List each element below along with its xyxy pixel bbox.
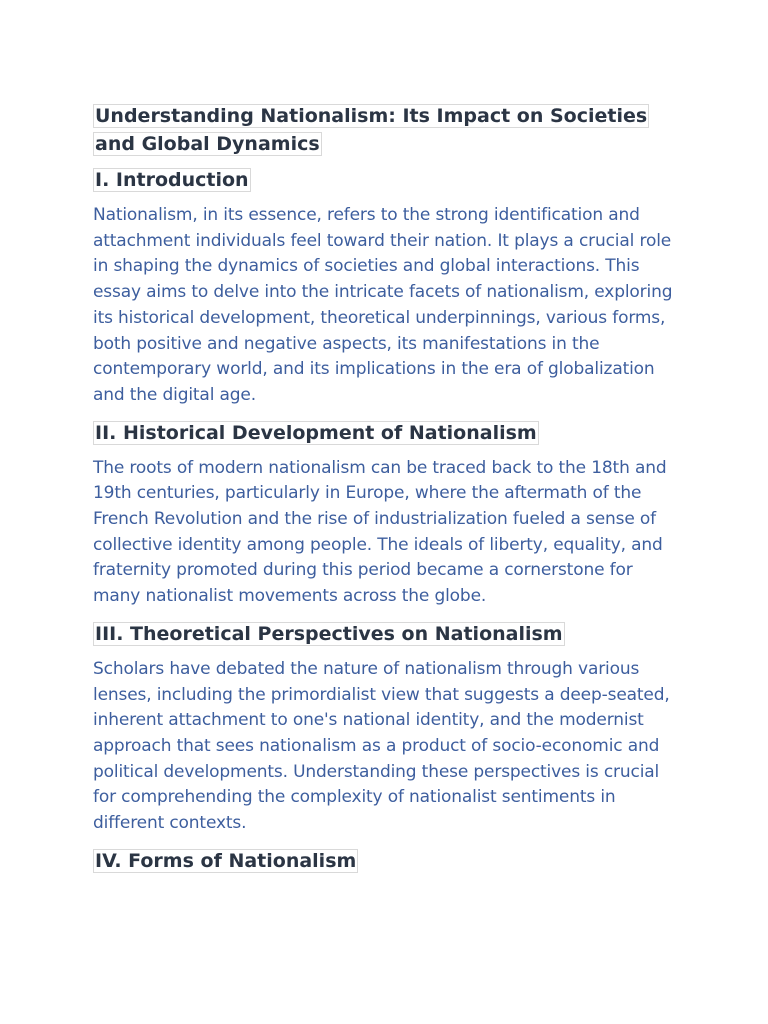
section-heading-introduction <box>93 166 683 194</box>
document-page <box>93 102 683 884</box>
document-title-text: Understanding Nationalism: Its Impact on Societies and Global Dynamics <box>95 105 648 155</box>
section-paragraph-theoretical-perspectives: Scholars have debated the nature of nationalism through various lenses, including the primordialist view that suggests a deep-seated, inherent attachment to one's national identity, and the modernist approach that sees nationalism as a product of socio-economic and political developments. Understanding these perspectives is crucial for comprehending the complexity of nationalist sentiments in different contexts. <box>93 658 670 834</box>
section-heading-text: II. Historical Development of Nationalism <box>95 421 537 444</box>
section-heading-text: I. Introduction <box>95 169 249 191</box>
section-heading-historical-development <box>93 419 683 447</box>
document-title <box>93 102 683 158</box>
section-paragraph-introduction: Nationalism, in its essence, refers to the strong identification and attachment individuals feel toward their nation. It plays a crucial role in shaping the dynamics of societies and global interactions. This essay aims to delve into the intricate facets of nationalism, exploring its historical development, theoretical underpinnings, various forms, both positive and negative aspects, its manifestations in the contemporary world, and its implications in the era of globalization and the digital age. <box>93 205 673 405</box>
section-heading-forms-of-nationalism <box>93 847 683 875</box>
section-heading-text: IV. Forms of Nationalism <box>95 849 357 872</box>
section-paragraph-historical-development: The roots of modern nationalism can be traced back to the 18th and 19th centuries, particularly in Europe, where the aftermath of the French Revolution and the rise of industrialization fueled a sense of collective identity among people. The ideals of liberty, equality, and fraternity promoted during this period became a cornerstone for many nationalist movements across the globe. <box>93 457 667 607</box>
section-heading-text: III. Theoretical Perspectives on Nationalism <box>95 622 563 645</box>
section-heading-theoretical-perspectives <box>93 620 683 648</box>
